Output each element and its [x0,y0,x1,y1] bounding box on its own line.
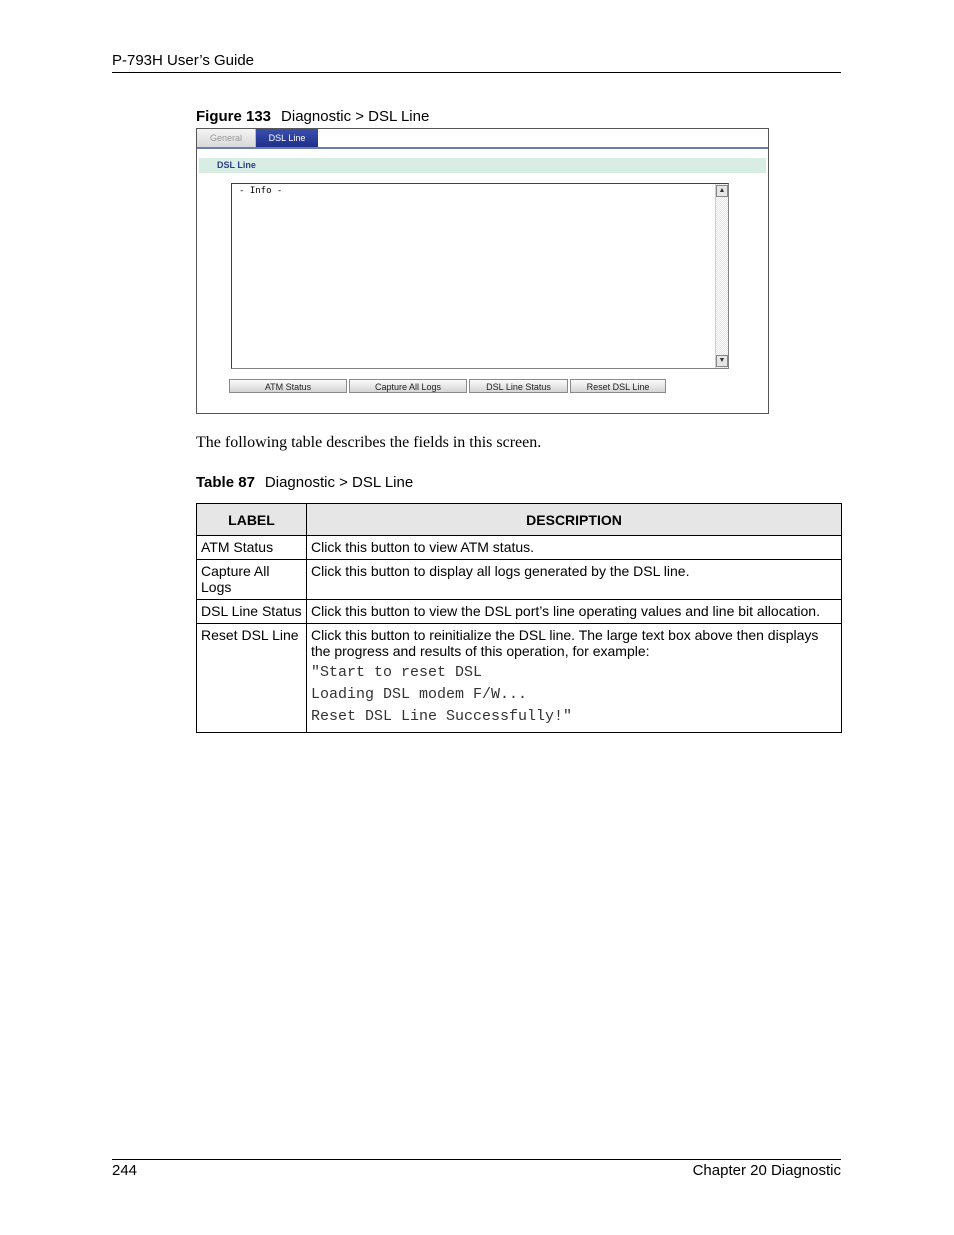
running-header: P-793H User’s Guide [112,52,255,69]
capture-all-logs-button[interactable]: Capture All Logs [349,379,467,393]
example-line: "Start to reset DSL [311,664,483,681]
tab-general[interactable]: General [197,129,256,147]
dsl-line-screenshot [196,128,769,414]
header-description: DESCRIPTION [307,504,842,536]
row-label: DSL Line Status [197,600,307,624]
info-textbox[interactable] [231,183,729,369]
row-description: Click this button to display all logs generated by the DSL line. [307,560,842,600]
table-caption [196,474,413,491]
table-row [197,536,842,560]
description-table [196,503,842,733]
info-text: - Info - [239,186,283,196]
figure-label: Figure 133 [196,108,272,125]
header-label: LABEL [197,504,307,536]
chapter-title: Chapter 20 Diagnostic [692,1162,841,1179]
header-rule [112,72,841,73]
intro-paragraph: The following table describes the fields in this screen. [196,434,542,451]
page-number: 244 [112,1162,138,1179]
row-label: Reset DSL Line [197,624,307,733]
table-row [197,560,842,600]
table-row [197,600,842,624]
atm-status-button[interactable]: ATM Status [229,379,347,393]
scroll-down-icon[interactable]: ▼ [716,355,728,367]
row-description [307,624,842,733]
table-label: Table 87 [196,474,255,491]
example-line: Reset DSL Line Successfully!" [311,708,573,725]
row-description-text: Click this button to reinitialize the DSL line. The large text box above then displays the progress and results of this operation, for example: [311,627,819,659]
textbox-scrollbar[interactable] [715,184,728,368]
tab-bar [197,129,768,149]
row-description: Click this button to view the DSL port’s line operating values and line bit allocation. [307,600,842,624]
example-line: Loading DSL modem F/W... [311,686,528,703]
figure-title: Diagnostic > DSL Line [281,108,430,125]
table-row [197,624,842,733]
tab-dsl-line[interactable]: DSL Line [256,129,318,147]
dsl-line-status-button[interactable]: DSL Line Status [469,379,568,393]
row-label: Capture All Logs [197,560,307,600]
table-title: Diagnostic > DSL Line [264,474,414,491]
section-header [199,158,766,173]
figure-caption [196,108,429,125]
row-description: Click this button to view ATM status. [307,536,842,560]
scroll-up-icon[interactable]: ▲ [716,185,728,197]
section-title: DSL Line [217,160,256,170]
reset-dsl-line-button[interactable]: Reset DSL Line [570,379,666,393]
row-label: ATM Status [197,536,307,560]
table-header-row [197,504,842,536]
footer-rule [112,1159,841,1160]
